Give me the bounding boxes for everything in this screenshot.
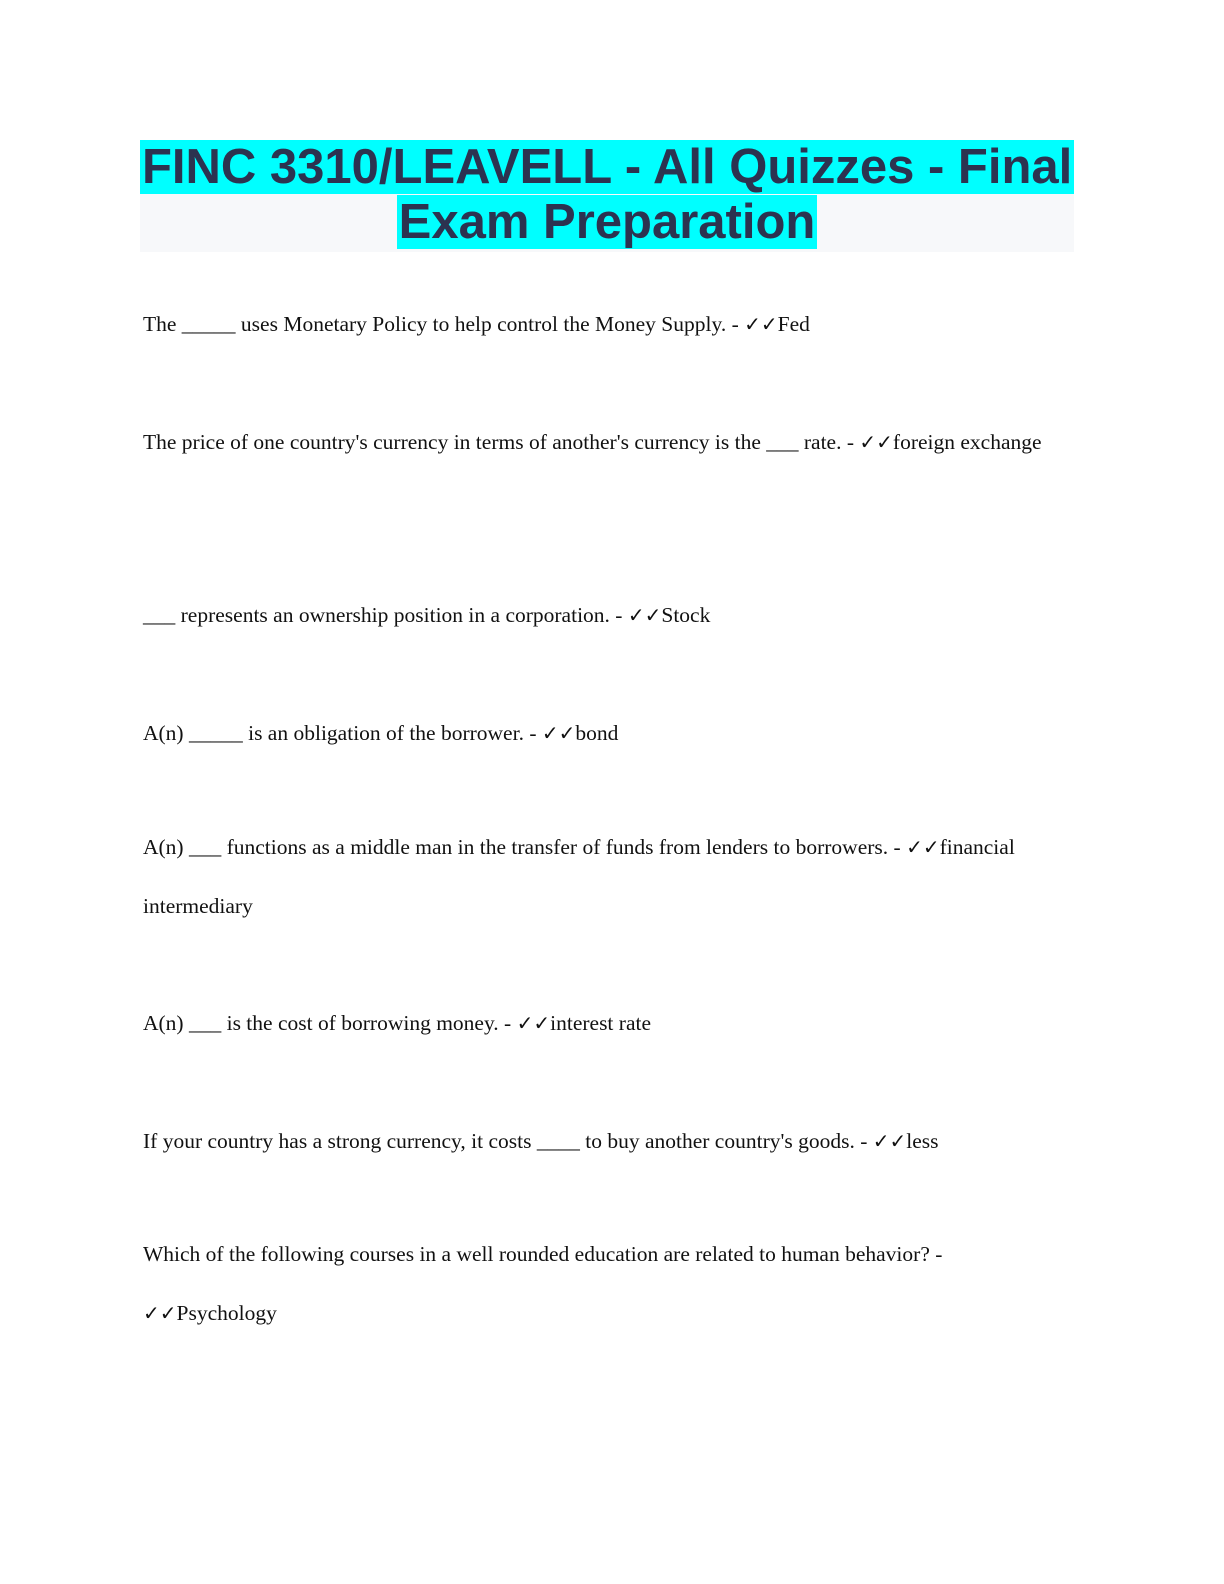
qa-item-2 (143, 413, 1063, 472)
qa-item-8 (143, 1225, 1063, 1343)
answer-text: interest rate (550, 1011, 652, 1035)
check-mark-icon: ✓✓ (906, 835, 940, 859)
qa-item-4 (143, 704, 1063, 763)
question-text: A(n) ___ functions as a middle man in the transfer of funds from lenders to borrowers. - (143, 835, 907, 859)
answer-text: foreign exchange (892, 430, 1042, 454)
title-band (140, 140, 1074, 252)
question-text: If your country has a strong currency, it costs ____ to buy another country's goods. - (143, 1129, 873, 1153)
check-mark-icon: ✓✓ (872, 1129, 907, 1153)
answer-text: bond (575, 721, 619, 745)
answer-text: Fed (777, 312, 810, 336)
question-text: A(n) _____ is an obligation of the borrower. - (143, 721, 542, 745)
check-mark-icon: ✓✓ (516, 1011, 551, 1035)
question-text: The _____ uses Monetary Policy to help control the Money Supply. - (143, 312, 745, 336)
check-mark-icon: ✓✓ (744, 312, 778, 336)
qa-item-7 (143, 1112, 1063, 1171)
check-mark-icon: ✓✓ (541, 721, 576, 745)
answer-text: Stock (661, 603, 711, 627)
qa-item-6 (143, 994, 1063, 1053)
answer-text: financial intermediary (143, 835, 1015, 918)
document-title: FINC 3310/LEAVELL - All Quizzes - Final Exam Preparation (142, 140, 1073, 249)
qa-item-5 (143, 818, 1063, 936)
qa-item-3 (143, 586, 1063, 645)
question-text: ___ represents an ownership position in a corporation. - (143, 603, 628, 627)
question-text: The price of one country's currency in terms of another's currency is the ___ rate. - (143, 430, 860, 454)
answer-text: less (906, 1129, 939, 1153)
check-mark-icon: ✓✓ (627, 603, 662, 627)
check-mark-icon: ✓✓ (859, 430, 893, 454)
question-text: A(n) ___ is the cost of borrowing money. - (143, 1011, 517, 1035)
check-mark-icon: ✓✓ (143, 1301, 177, 1325)
qa-item-1 (143, 295, 1063, 354)
answer-text: Psychology (176, 1301, 277, 1325)
question-text: Which of the following courses in a well rounded education are related to human behavior? - (143, 1242, 943, 1266)
